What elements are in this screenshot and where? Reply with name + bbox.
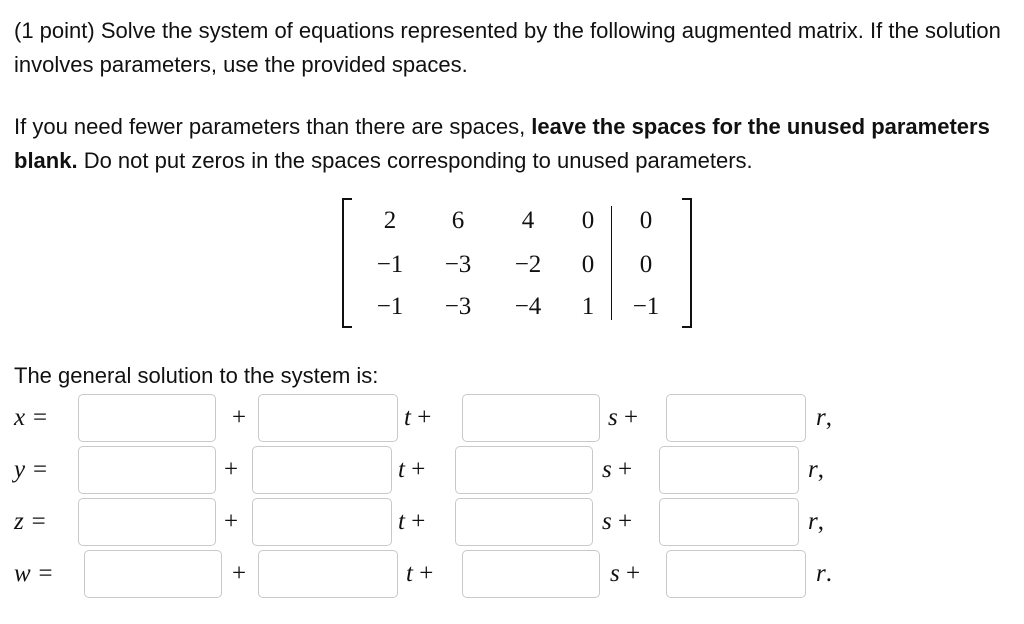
parameter-r: r (816, 404, 826, 431)
matrix-cell: 0 (639, 207, 653, 234)
matrix-cell: 2 (383, 207, 397, 234)
plus-sign: + (617, 456, 633, 483)
plus-sign: + (411, 456, 426, 483)
matrix-right-bracket (682, 198, 692, 328)
parameter-s-term (610, 549, 640, 599)
parameter-t: t (406, 560, 413, 587)
answer-field-s[interactable] (462, 394, 600, 442)
matrix-cell: −2 (514, 251, 542, 278)
parameter-s-term (602, 497, 632, 547)
plus-sign: + (625, 560, 641, 587)
answer-field-t[interactable] (258, 394, 398, 442)
answer-field-const[interactable] (78, 394, 216, 442)
plus-sign: + (232, 560, 247, 587)
parameter-t-term (398, 497, 425, 547)
matrix-cell: −3 (444, 251, 472, 278)
answer-field-const[interactable] (78, 446, 216, 494)
plus-sign: + (224, 508, 239, 535)
parameter-s: s (602, 456, 612, 483)
matrix-cell: −3 (444, 293, 472, 320)
instruction-bold-text: leave the spaces for the unused parameters blank. (14, 114, 990, 173)
matrix-cell: 1 (581, 293, 595, 320)
line-end-punctuation: , (817, 456, 824, 483)
answer-field-s[interactable] (462, 550, 600, 598)
matrix-cell: 0 (581, 251, 595, 278)
parameter-s: s (608, 404, 618, 431)
matrix-cell: −4 (514, 293, 542, 320)
problem-instruction (14, 110, 1014, 178)
line-end-punctuation: , (817, 508, 824, 535)
matrix-cell: −1 (376, 293, 404, 320)
parameter-r: r (808, 456, 818, 483)
matrix-cell: 0 (581, 207, 595, 234)
parameter-s-term (602, 445, 632, 495)
parameter-r: r (816, 560, 826, 587)
answer-field-t[interactable] (258, 550, 398, 598)
line-end-punctuation: , (825, 404, 832, 431)
parameter-t-term (398, 445, 425, 495)
answer-field-t[interactable] (252, 446, 392, 494)
plus-sign: + (417, 404, 432, 431)
matrix-cell: 4 (521, 207, 535, 234)
parameter-r: r (808, 508, 818, 535)
parameter-r-term (808, 445, 824, 495)
parameter-t: t (404, 404, 411, 431)
plus-sign: + (224, 456, 239, 483)
answer-field-t[interactable] (252, 498, 392, 546)
matrix-left-bracket (342, 198, 352, 328)
instruction-text: If you need fewer parameters than there are spaces, (14, 114, 532, 139)
parameter-s-term (608, 393, 638, 443)
parameter-r-term (816, 549, 832, 599)
answer-field-s[interactable] (455, 498, 593, 546)
matrix-cell: 0 (639, 251, 653, 278)
answer-field-r[interactable] (666, 550, 806, 598)
parameter-s: s (610, 560, 620, 587)
answer-field-s[interactable] (455, 446, 593, 494)
equation-variable-label: w = (14, 560, 54, 587)
instruction-text-end: Do not put zeros in the spaces corresponding to unused parameters. (77, 148, 753, 173)
parameter-t-term (404, 393, 431, 443)
solution-heading: The general solution to the system is: (14, 363, 379, 388)
matrix-cell: −1 (632, 293, 660, 320)
parameter-t: t (398, 508, 405, 535)
plus-sign: + (232, 404, 247, 431)
equation-variable-label: z = (14, 508, 47, 535)
plus-sign: + (419, 560, 434, 587)
answer-field-r[interactable] (659, 446, 799, 494)
answer-field-const[interactable] (78, 498, 216, 546)
plus-sign: + (617, 508, 633, 535)
parameter-s: s (602, 508, 612, 535)
problem-intro: (1 point) Solve the system of equations represented by the following augmented matrix. If the solution involves parameters, use the provided spaces. (14, 18, 1001, 77)
parameter-r-term (816, 393, 832, 443)
augmented-matrix (340, 196, 696, 330)
matrix-cell: −1 (376, 251, 404, 278)
equation-variable-label: x = (14, 404, 49, 431)
parameter-r-term (808, 497, 824, 547)
parameter-t-term (406, 549, 433, 599)
answer-field-const[interactable] (84, 550, 222, 598)
plus-sign: + (411, 508, 426, 535)
parameter-t: t (398, 456, 405, 483)
answer-field-r[interactable] (666, 394, 806, 442)
plus-sign: + (623, 404, 639, 431)
matrix-cell: 6 (451, 207, 465, 234)
equation-variable-label: y = (14, 456, 49, 483)
line-end-punctuation: . (825, 560, 832, 587)
answer-field-r[interactable] (659, 498, 799, 546)
